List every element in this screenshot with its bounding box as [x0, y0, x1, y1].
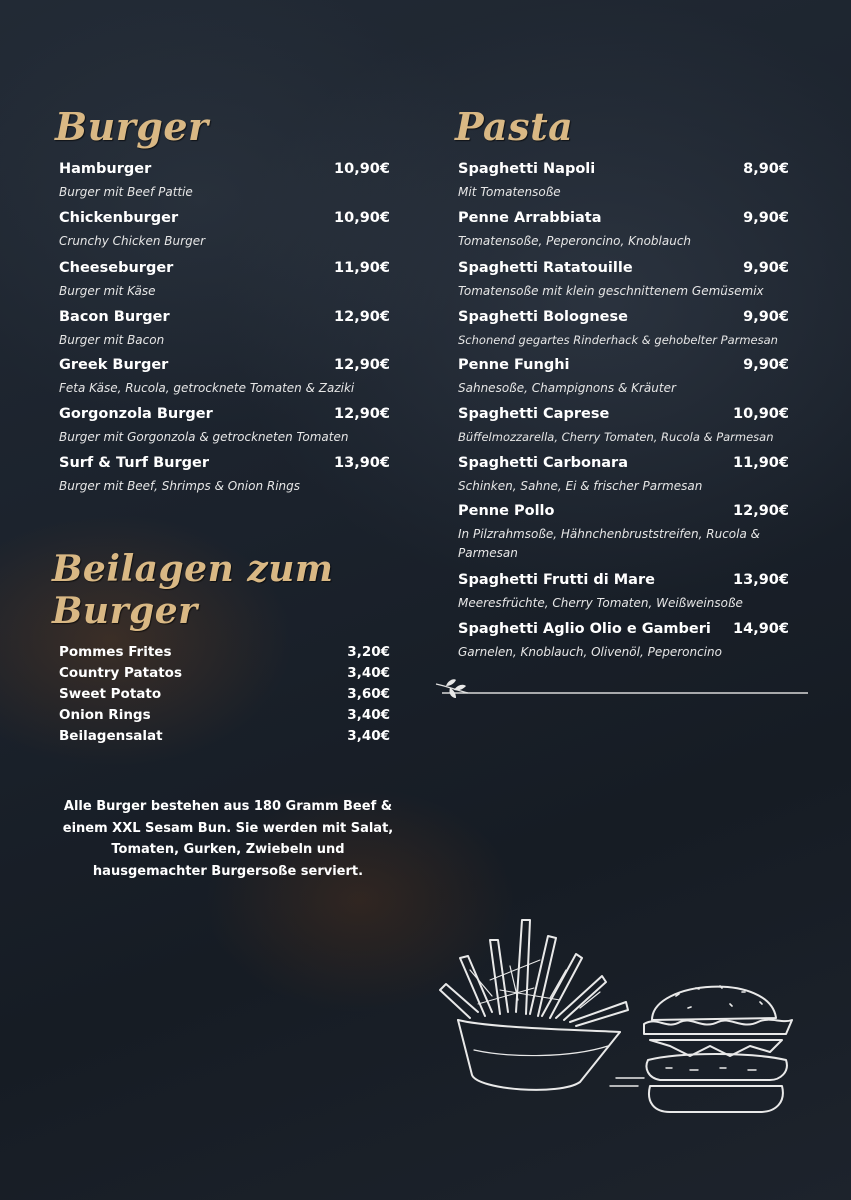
- menu-item: [458, 406, 789, 448]
- item-name: Spaghetti Aglio Olio e Gamberi: [458, 621, 711, 637]
- side-item: [59, 644, 390, 664]
- side-name: Sweet Potato: [59, 686, 162, 702]
- item-price: 9,90€: [743, 357, 789, 373]
- item-price: 12,90€: [334, 406, 390, 422]
- side-price: 3,40€: [347, 707, 390, 723]
- side-item: [59, 728, 390, 748]
- item-price: 9,90€: [743, 260, 789, 276]
- note-line: hausgemachter Burgersoße serviert.: [92, 863, 364, 879]
- item-name: Chickenburger: [59, 210, 179, 226]
- item-price: 13,90€: [733, 572, 789, 588]
- item-description: Burger mit Gorgonzola & getrockneten Tomaten: [59, 430, 349, 444]
- menu-item: [59, 210, 390, 252]
- sides-heading-line1: Beilagen zum: [52, 548, 334, 590]
- item-description: Tomatensoße, Peperoncino, Knoblauch: [458, 234, 692, 248]
- burger-heading: Burger: [55, 104, 209, 149]
- pasta-heading: Pasta: [455, 104, 574, 149]
- item-price: 10,90€: [733, 406, 789, 422]
- item-name: Penne Funghi: [458, 357, 570, 373]
- side-name: Beilagensalat: [59, 728, 163, 744]
- burger-info-note: [55, 796, 401, 882]
- item-name: Penne Arrabbiata: [458, 210, 602, 226]
- sides-heading-line2: Burger: [52, 590, 198, 632]
- item-description: Crunchy Chicken Burger: [59, 234, 206, 248]
- item-description: Sahnesoße, Champignons & Kräuter: [458, 381, 676, 395]
- item-name: Spaghetti Caprese: [458, 406, 610, 422]
- menu-item: [59, 260, 390, 302]
- side-item: [59, 686, 390, 706]
- side-price: 3,40€: [347, 665, 390, 681]
- fries-and-burger-illustration-icon: [430, 900, 820, 1140]
- menu-item: [458, 357, 789, 399]
- item-name: Greek Burger: [59, 357, 169, 373]
- item-price: 9,90€: [743, 309, 789, 325]
- item-name: Spaghetti Carbonara: [458, 455, 628, 471]
- item-price: 8,90€: [743, 161, 789, 177]
- item-price: 9,90€: [743, 210, 789, 226]
- menu-item: [59, 455, 390, 497]
- item-price: 13,90€: [334, 455, 390, 471]
- menu-item: [458, 210, 789, 252]
- item-name: Cheeseburger: [59, 260, 174, 276]
- item-description: Büffelmozzarella, Cherry Tomaten, Rucola & Parmesan: [458, 430, 774, 444]
- item-price: 11,90€: [334, 260, 390, 276]
- item-description: Garnelen, Knoblauch, Olivenöl, Peperoncino: [458, 645, 722, 659]
- side-item: [59, 665, 390, 685]
- leaf-divider-icon: [432, 672, 812, 702]
- menu-item: [458, 621, 789, 663]
- item-description: Mit Tomatensoße: [458, 185, 561, 199]
- item-name: Penne Pollo: [458, 503, 555, 519]
- item-name: Surf & Turf Burger: [59, 455, 209, 471]
- item-price: 12,90€: [334, 309, 390, 325]
- side-price: 3,40€: [347, 728, 390, 744]
- menu-item: [458, 309, 789, 351]
- item-name: Spaghetti Frutti di Mare: [458, 572, 655, 588]
- menu-item: [59, 161, 390, 203]
- item-description: Feta Käse, Rucola, getrocknete Tomaten & Zaziki: [59, 381, 355, 395]
- menu-item: [59, 406, 390, 448]
- item-description: Meeresfrüchte, Cherry Tomaten, Weißweinsoße: [458, 596, 743, 610]
- item-price: 11,90€: [733, 455, 789, 471]
- item-description: Schonend gegartes Rinderhack & gehobelter Parmesan: [458, 333, 778, 347]
- side-name: Pommes Frites: [59, 644, 172, 660]
- note-line: einem XXL Sesam Bun. Sie werden mit Salat,: [62, 820, 394, 836]
- item-price: 14,90€: [733, 621, 789, 637]
- menu-item: [458, 455, 789, 497]
- item-price: 10,90€: [334, 161, 390, 177]
- item-name: Spaghetti Napoli: [458, 161, 596, 177]
- menu-item: [458, 161, 789, 203]
- note-line: Tomaten, Gurken, Zwiebeln und: [111, 842, 345, 857]
- item-name: Gorgonzola Burger: [59, 406, 213, 422]
- menu-item: [458, 572, 789, 614]
- menu-item: [59, 309, 390, 351]
- note-line: Alle Burger bestehen aus 180 Gramm Beef &: [63, 799, 393, 814]
- item-description: Schinken, Sahne, Ei & frischer Parmesan: [458, 479, 703, 493]
- item-description: Tomatensoße mit klein geschnittenem Gemüsemix: [458, 284, 764, 298]
- item-name: Hamburger: [59, 161, 152, 177]
- item-price: 12,90€: [334, 357, 390, 373]
- item-description: Burger mit Beef Pattie: [59, 185, 193, 199]
- item-name: Spaghetti Bolognese: [458, 309, 628, 325]
- item-description: In Pilzrahmsoße, Hähnchenbruststreifen, Rucola & Parmesan: [458, 527, 760, 560]
- side-name: Onion Rings: [59, 707, 151, 723]
- menu-item: [458, 260, 789, 302]
- side-item: [59, 707, 390, 727]
- menu-item: [59, 357, 390, 399]
- item-description: Burger mit Beef, Shrimps & Onion Rings: [59, 479, 301, 493]
- item-price: 12,90€: [733, 503, 789, 519]
- item-name: Bacon Burger: [59, 309, 170, 325]
- item-name: Spaghetti Ratatouille: [458, 260, 633, 276]
- menu-item: [458, 503, 789, 565]
- item-price: 10,90€: [334, 210, 390, 226]
- side-name: Country Patatos: [59, 665, 182, 681]
- item-description: Burger mit Bacon: [59, 333, 165, 347]
- side-price: 3,60€: [347, 686, 390, 702]
- side-price: 3,20€: [347, 644, 390, 660]
- item-description: Burger mit Käse: [59, 284, 156, 298]
